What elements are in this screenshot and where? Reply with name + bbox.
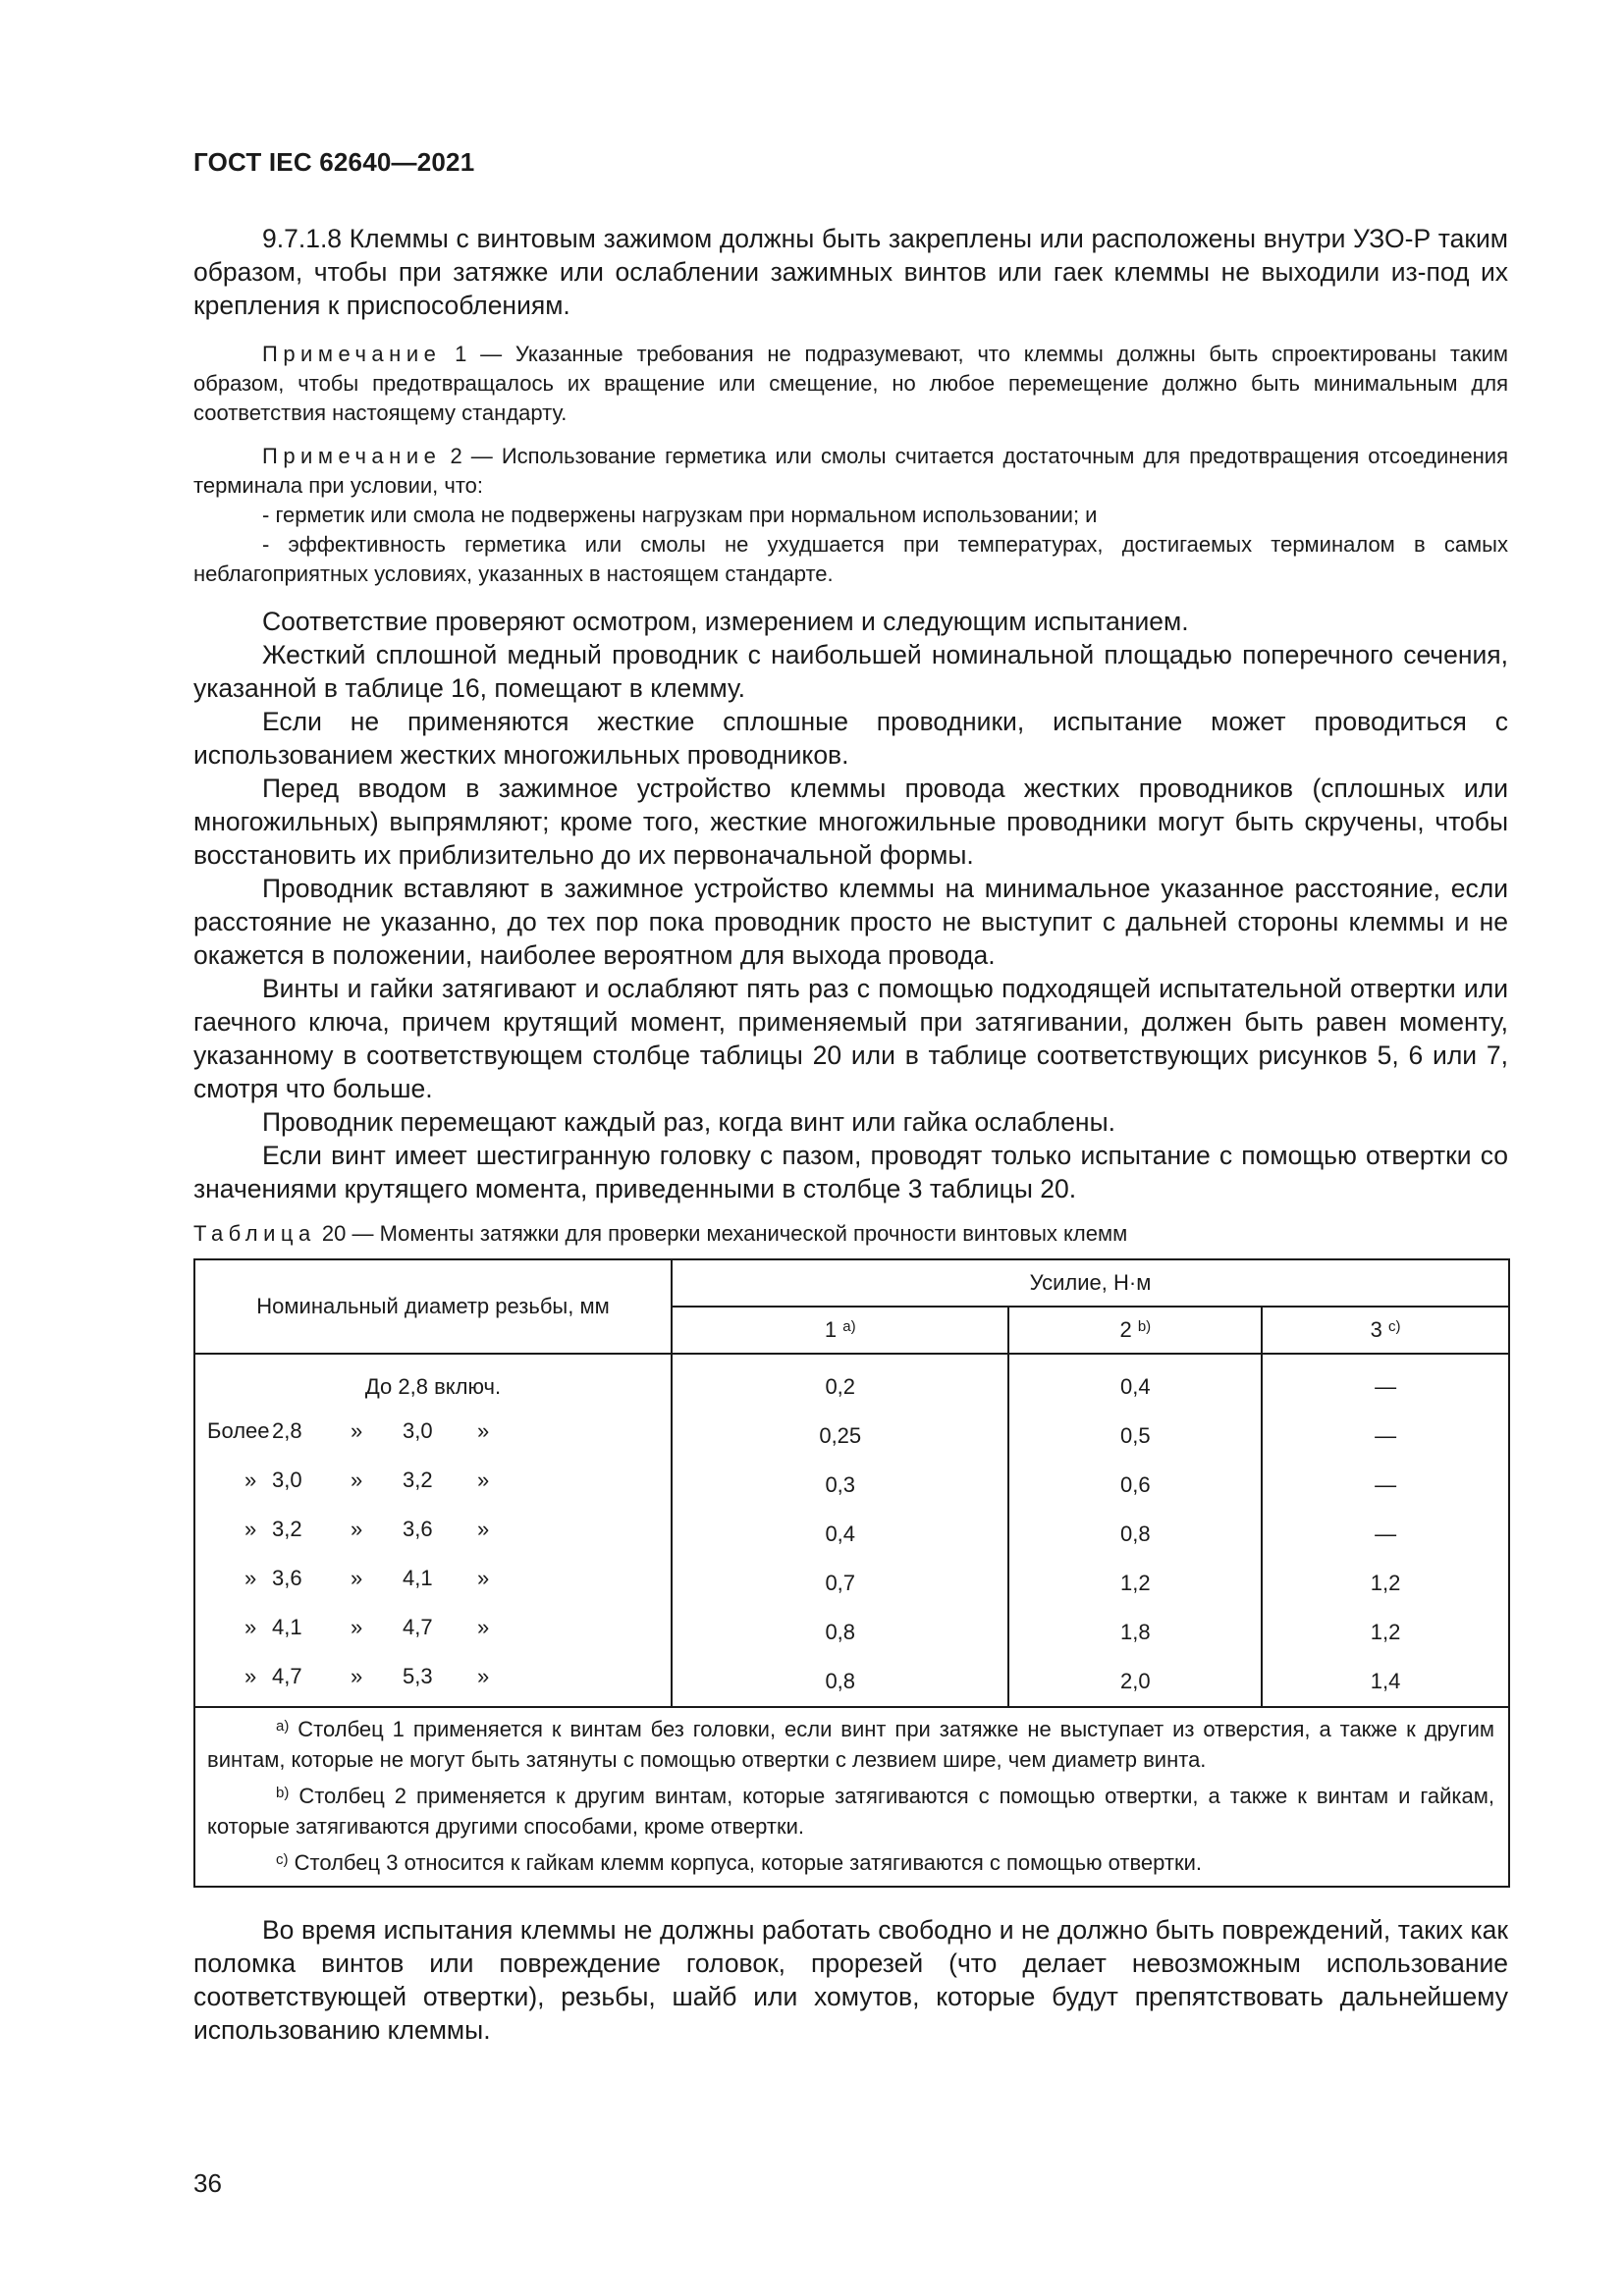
row-6-col-1: 0,8 [672, 1657, 1008, 1707]
header-col-1: 1 $^{a)}$ [672, 1307, 1008, 1354]
footnote-a: $^{a)}$ Столбец 1 применяется к винтам без головки, если винт при затяжке не выступает из отверстия, а также к другим винтам, которые не могут быть затянуты с помощью отвертки с лезвием шире, чем диаметр винта. [207, 1717, 1494, 1772]
body-paragraph-8: Если винт имеет шестигранную головку с пазом, проводят только испытание с помощью отвертки со значениями крутящего момента, приведенными в столбце 3 таблицы 20. [193, 1141, 1508, 1203]
note-2-dash-2: - эффективность герметика или смолы не ухудшается при температурах, достигаемых терминалом в самых неблагоприятных условиях, указанных в настоящем стандарте. [193, 532, 1508, 586]
page-number: 36 [193, 2168, 222, 2198]
row-5-col-1: 0,8 [672, 1608, 1008, 1657]
table-row [194, 1510, 1509, 1559]
row-1-col-3: — [1262, 1412, 1509, 1461]
table-row [194, 1461, 1509, 1510]
note-1-label: Примечание [262, 342, 442, 366]
body-paragraph-7: Проводник перемещают каждый раз, когда винт или гайка ослаблены. [262, 1107, 1115, 1137]
row-3-col-2: 0,8 [1008, 1510, 1262, 1559]
row-1-col-2: 0,5 [1008, 1412, 1262, 1461]
table-caption-text: 20 — Моменты затяжки для проверки механической прочности винтовых клемм [321, 1221, 1128, 1246]
body-paragraph-5: Проводник вставляют в зажимное устройство клеммы на минимальное указанное расстояние, если расстояние не указанно, до тех пор пока проводник просто не выступит с дальней стороны клеммы и не окажется в положении, наиболее вероятном для выхода провода. [193, 874, 1508, 970]
row-4-col-1: 0,7 [672, 1559, 1008, 1608]
closing-paragraph: Во время испытания клеммы не должны работать свободно и не должно быть повреждений, таких как поломка винтов или повреждение головок, прорезей (что делает невозможным использование соответствующей отвертки), резьбы, шайб или хомутов, которые будут препятствовать дальнейшему использованию клеммы. [193, 1915, 1508, 2045]
table-row [194, 1657, 1509, 1707]
row-5-col-3: 1,2 [1262, 1608, 1509, 1657]
body-paragraph-1: Соответствие проверяют осмотром, измерением и следующим испытанием. [262, 607, 1189, 636]
clause-9-7-1-8: 9.7.1.8 Клеммы с винтовым зажимом должны быть закреплены или расположены внутри УЗО-Р таким образом, чтобы при затяжке или ослаблении зажимных винтов или гаек клеммы не выходили из-под их крепления к приспособлениям. [193, 224, 1508, 320]
torque-table [193, 1258, 1510, 1888]
note-1-text: 1 — Указанные требования не подразумевают, что клеммы должны быть спроектированы таким образом, чтобы предотвращалось их вращение или смещение, но любое перемещение должно быть минимальным для соответствия настоящему стандарту. [193, 342, 1508, 425]
body-paragraph-2: Жесткий сплошной медный проводник с наибольшей номинальной площадью поперечного сечения, указанной в таблице 16, помещают в клемму. [193, 640, 1508, 703]
note-2-dash-1: - герметик или смола не подвержены нагрузкам при нормальном использовании; и [262, 503, 1098, 527]
row-5-diameter: » 4,1 » 4,7 » [244, 1615, 490, 1639]
table-row [194, 1559, 1509, 1608]
table-footnotes-row [194, 1707, 1509, 1887]
row-5-col-2: 1,8 [1008, 1608, 1262, 1657]
row-3-diameter: » 3,2 » 3,6 » [244, 1517, 490, 1541]
footnote-c: $^{c)}$ Столбец 3 относится к гайкам клемм корпуса, которые затягиваются с помощью отвертки. [276, 1850, 1203, 1875]
row-0-col-3: — [1262, 1354, 1509, 1412]
row-6-col-2: 2,0 [1008, 1657, 1262, 1707]
body-paragraph-3: Если не применяются жесткие сплошные проводники, испытание может проводиться с использованием жестких многожильных проводников. [193, 707, 1508, 770]
row-1-col-1: 0,25 [672, 1412, 1008, 1461]
body-paragraph-4: Перед вводом в зажимное устройство клеммы провода жестких проводников (сплошных или многожильных) выпрямляют; кроме того, жесткие многожильные проводники могут быть скручены, чтобы восстановить их приблизительно до их первоначальной формы. [193, 774, 1508, 870]
note-1 [193, 340, 1508, 428]
row-2-col-1: 0,3 [672, 1461, 1008, 1510]
row-4-col-2: 1,2 [1008, 1559, 1262, 1608]
note-2 [193, 442, 1508, 501]
row-1-diameter: Более 2,8 » 3,0 » [207, 1418, 490, 1443]
row-4-diameter: » 3,6 » 4,1 » [244, 1566, 490, 1590]
row-3-col-1: 0,4 [672, 1510, 1008, 1559]
header-col-3: 3 $^{c)}$ [1262, 1307, 1509, 1354]
document-header: ГОСТ IEC 62640—2021 [193, 147, 475, 177]
table-row [194, 1412, 1509, 1461]
header-diameter: Номинальный диаметр резьбы, мм [194, 1259, 672, 1354]
row-0-col-2: 0,4 [1008, 1354, 1262, 1412]
row-0-col-1: 0,2 [672, 1354, 1008, 1412]
table-footnotes [194, 1707, 1509, 1887]
header-force: Усилие, Н·м [672, 1259, 1509, 1307]
table-row [194, 1354, 1509, 1412]
table-caption [193, 1219, 1508, 1249]
row-6-col-3: 1,4 [1262, 1657, 1509, 1707]
row-2-col-3: — [1262, 1461, 1509, 1510]
note-2-label: Примечание [262, 444, 442, 468]
row-2-diameter: » 3,0 » 3,2 » [244, 1468, 490, 1492]
header-col-2: 2 $^{b)}$ [1008, 1307, 1262, 1354]
note-2-text: 2 — Использование герметика или смолы считается достаточным для предотвращения отсоединения терминала при условии, что: [193, 444, 1508, 498]
row-2-col-2: 0,6 [1008, 1461, 1262, 1510]
footnote-b: $^{b)}$ Столбец 2 применяется к другим винтам, которые затягиваются с помощью отвертки, а также к винтам и гайкам, которые затягиваются другими способами, кроме отвертки. [207, 1784, 1494, 1839]
body-paragraph-6: Винты и гайки затягивают и ослабляют пять раз с помощью подходящей испытательной отвертки или гаечного ключа, причем крутящий момент, применяемый при затягивании, должен быть равен моменту, указанному в соответствующем столбце таблицы 20 или в таблице соответствующих рисунков 5, 6 или 7, смотря что больше. [193, 974, 1508, 1103]
row-6-diameter: » 4,7 » 5,3 » [244, 1664, 490, 1688]
row-0-diameter: До 2,8 включ. [364, 1374, 502, 1399]
page-content [193, 222, 1508, 2047]
table-row [194, 1608, 1509, 1657]
table-caption-label: Таблица [193, 1221, 316, 1246]
row-3-col-3: — [1262, 1510, 1509, 1559]
row-4-col-3: 1,2 [1262, 1559, 1509, 1608]
